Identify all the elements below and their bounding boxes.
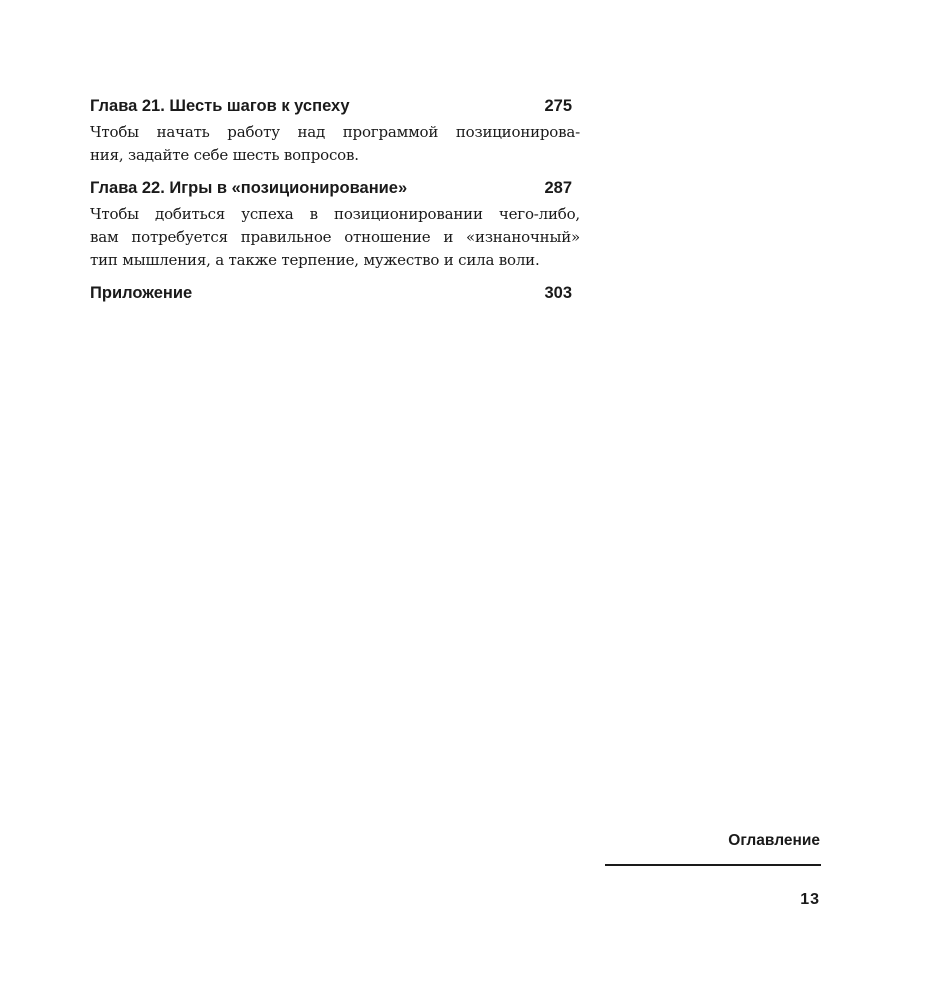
chapter-title: Глава 21. Шесть шагов к успеху xyxy=(90,97,350,115)
toc-entry-head xyxy=(90,282,580,304)
description-line: ния, задайте себе шесть вопросов. xyxy=(90,146,359,164)
toc-entry-head xyxy=(90,177,580,199)
chapter-description xyxy=(90,203,580,272)
running-section-title: Оглавление xyxy=(728,832,820,849)
toc-entry-head xyxy=(90,95,580,117)
chapter-title: Приложение xyxy=(90,284,193,302)
description-line: вам потребуется правильное отношение и «изнаночный» xyxy=(90,228,580,246)
table-of-contents xyxy=(90,95,580,314)
chapter-title: Глава 22. Игры в «позиционирование» xyxy=(90,179,408,197)
toc-entry-appendix xyxy=(90,282,580,304)
chapter-page-number: 275 xyxy=(544,97,572,115)
description-line: Чтобы начать работу над программой позиционирова- xyxy=(90,123,580,141)
toc-entry-chapter-21 xyxy=(90,95,580,167)
chapter-description xyxy=(90,121,580,167)
chapter-page-number: 303 xyxy=(544,284,572,302)
description-line: тип мышления, а также терпение, мужество и сила воли. xyxy=(90,251,540,269)
toc-entry-chapter-22 xyxy=(90,177,580,272)
section-divider xyxy=(605,864,821,866)
chapter-page-number: 287 xyxy=(544,179,572,197)
page-number: 13 xyxy=(800,891,820,908)
description-line: Чтобы добиться успеха в позиционировании чего-либо, xyxy=(90,205,580,223)
